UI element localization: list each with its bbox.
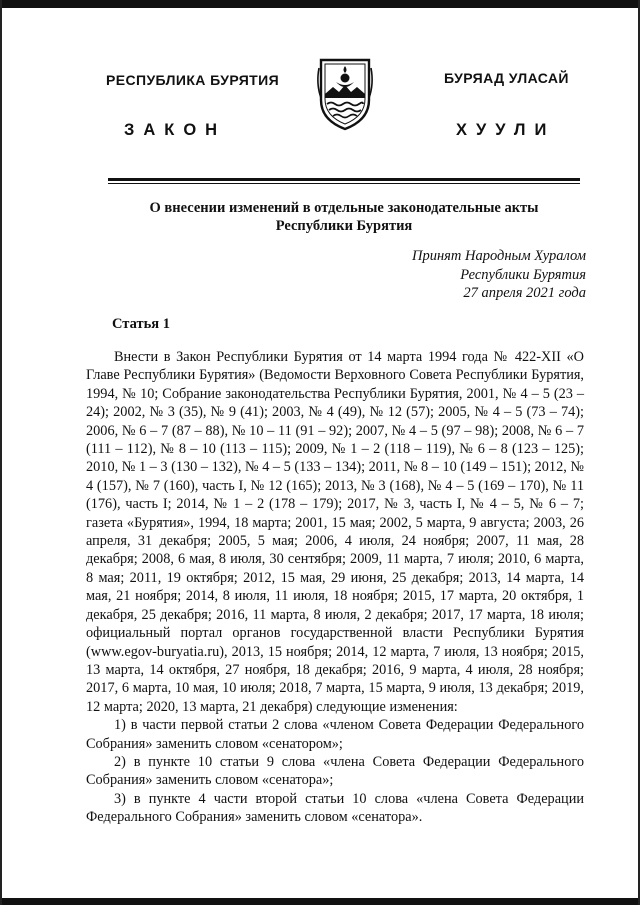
header-rule-thick xyxy=(108,178,580,181)
amendment-item-1: 1) в части первой статьи 2 слова «членом Совета Федерации Федерального Собрания» заменить словом «сенатором»; xyxy=(86,717,584,752)
republic-name-buryat: БУРЯАД УЛАСАЙ xyxy=(444,70,569,86)
adoption-note xyxy=(360,247,586,303)
scan-border-top xyxy=(0,0,640,8)
article-heading: Статья 1 xyxy=(112,316,170,332)
law-title xyxy=(108,199,580,235)
law-title-line-1: О внесении изменений в отдельные законодательные акты xyxy=(149,200,539,216)
republic-name-russian: РЕСПУБЛИКА БУРЯТИЯ xyxy=(106,72,280,88)
amendment-item-2: 2) в пункте 10 статьи 9 слова «члена Совета Федерации Федерального Собрания» заменить словом «сенатора»; xyxy=(86,753,584,789)
law-label-russian: ЗАКОН xyxy=(124,121,227,139)
header-rule-thin xyxy=(108,183,580,184)
adoption-date: 27 апреля 2021 года xyxy=(463,285,586,301)
scan-border-left xyxy=(0,0,2,905)
adoption-note-line-1: Принят Народным Хуралом xyxy=(411,248,586,264)
law-title-line-2: Республики Бурятия xyxy=(275,218,413,234)
scan-border-bottom xyxy=(0,898,640,905)
coat-of-arms-of-buryatia-icon xyxy=(315,54,375,132)
amendment-item-3: 3) в пункте 4 части второй статьи 10 слова «члена Совета Федерации Федерального Собрания» заменить словом «сенатора». xyxy=(86,790,584,826)
article-intro-paragraph: Внести в Закон Республики Бурятия от 14 марта 1994 года № 422-XII «О Главе Республики Бурятия» (Ведомости Верховного Совета Республики Бурятия, 1994, № 10; Собрание законодательства Республики Бурятия, 2001, № 4 – 5 (23 – 24); 2002, № 3 (35), № 9 (41); 2003, № 4 (49), № 12 (57); 2005, № 4 – 5 (73 – 74); 2006, № 6 – 7 (87 – 88), № 10 – 11 (91 – 92); 2007, № 4 – 5 (97 – 98); 2008, № 6 – 7 (111 – 112), № 8 – 10 (113 – 115); 2009, № 1 – 2 (118 – 119), № 6 – 8 (123 – 125); 2010, № 1 – 3 (130 – 132), № 4 – 5 (133 – 134); 2011, № 8 – 10 (149 – 151); 2012, № 4 (157), № 7 (160), часть I, № 12 (165); 2013, № 3 (168), № 4 – 5 (169 – 170), № 11 (176), часть I; 2014, № 1 – 2 (178 – 179); 2017, № 3, часть I, № 4 – 5, № 6 – 7; газета «Бурятия», 1994, 18 марта; 2001, 15 мая; 2002, 5 марта, 9 августа; 2003, 26 апреля, 31 декабря; 2005, 5 мая; 2006, 4 июля, 24 ноября; 2007, 11 мая, 28 декабря; 2008, 6 мая, 8 июля, 30 сентября; 2009, 11 марта, 7 июля; 2010, 6 марта, 8 мая; 2011, 19 октября; 2012, 15 мая, 29 июня, 25 декабря; 2013, 14 марта, 14 мая, 21 ноября; 2014, 8 июля, 11 июля, 18 ноября; 2015, 17 марта, 20 октября, 1 декабря, 25 декабря; 2016, 11 марта, 8 июля, 2 декабря; 2017, 17 марта, 18 июля; официальный портал органов государственной власти Республики Бурятия (www.egov-buryatia.ru), 2013, 15 ноября; 2014, 12 марта, 7 июля, 13 ноября; 2015, 13 марта, 14 октября, 27 ноября, 18 декабря; 2016, 9 марта, 4 июля, 28 ноября; 2017, 6 марта, 10 мая, 10 июля; 2018, 7 марта, 15 марта, 9 июля, 13 декабря; 2019, 12 марта; 2020, 13 марта, 21 декабря) следующие изменения: xyxy=(86,349,585,715)
adoption-note-line-2: Республики Бурятия xyxy=(460,266,586,283)
article-body xyxy=(86,348,584,827)
law-label-buryat: ХУУЛИ xyxy=(456,121,556,139)
